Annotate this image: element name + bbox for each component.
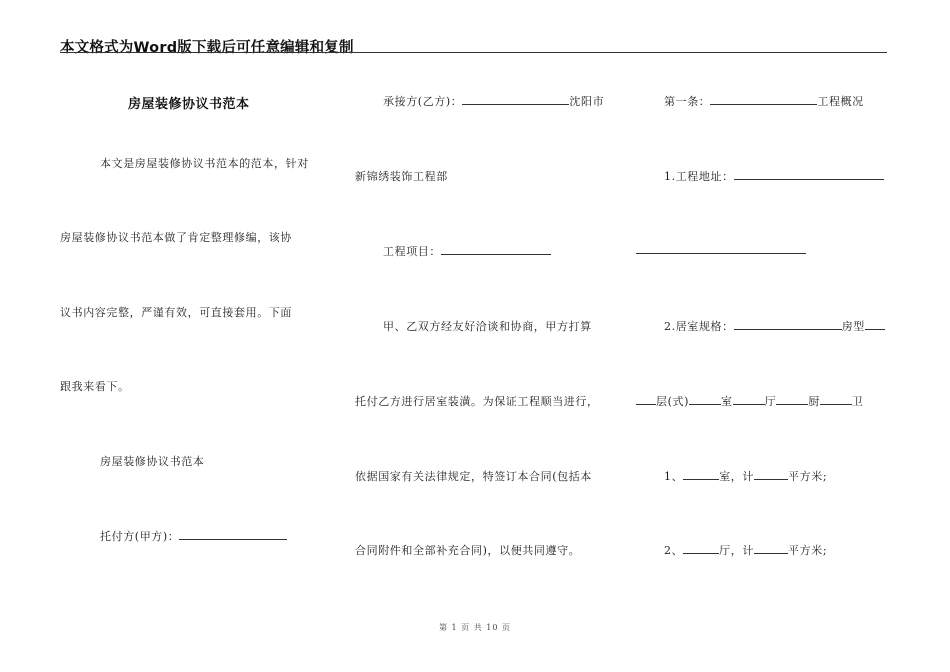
party-b-blank	[462, 94, 569, 105]
section-subtitle: 房屋装修协议书范本	[100, 455, 205, 468]
item1-area-blank	[754, 469, 788, 480]
intro-line-4: 跟我来看下。	[60, 380, 130, 393]
item2-area-blank	[754, 543, 788, 554]
intro-line-3: 议书内容完整，严谨有效，可直接套用。下面	[60, 306, 292, 319]
kitchen-blank	[776, 394, 808, 405]
agreement-line-4: 合同附件和全部补充合同)，以便共同遵守。	[355, 544, 581, 557]
project-label: 工程项目：	[383, 245, 441, 258]
project-blank	[441, 244, 551, 255]
floor-label: 层(式)	[656, 395, 689, 408]
project-line	[383, 243, 551, 259]
article-prefix: 第一条：	[664, 95, 711, 108]
document-title: 房屋装修协议书范本	[128, 97, 250, 112]
party-b-city: 沈阳市	[569, 95, 605, 108]
item1-count-blank	[683, 469, 719, 480]
page-number-footer: 第 1 页 共 10 页	[439, 623, 511, 632]
address-line	[664, 168, 884, 184]
item2-prefix: 2、	[664, 544, 684, 557]
item2-hall: 厅，计	[719, 544, 755, 557]
agreement-line-3: 依据国家有关法律规定，特签订本合同(包括本	[355, 470, 592, 483]
kitchen-label: 厨	[808, 395, 820, 408]
bath-label: 卫	[851, 395, 864, 408]
item1-prefix: 1、	[664, 470, 684, 483]
column-left	[60, 60, 330, 620]
article-one-line	[664, 93, 864, 109]
address-blank	[734, 169, 884, 180]
document-header: 本文格式为Word版下载后可任意编辑和复制	[60, 40, 354, 56]
room-blank	[689, 394, 721, 405]
hall-label: 厅	[764, 395, 777, 408]
floor-blank	[636, 394, 656, 405]
column-right	[636, 60, 891, 620]
party-b-label: 承接方(乙方)：	[383, 95, 463, 108]
intro-line-1: 本文是房屋装修协议书范本的范本，针对	[100, 157, 309, 170]
intro-line-2: 房屋装修协议书范本做了肯定整理修编，该协	[60, 231, 292, 244]
address-label: 1.工程地址：	[664, 170, 734, 183]
party-b-line	[383, 93, 604, 109]
spec-type: 房型	[841, 320, 865, 333]
bath-blank	[820, 394, 852, 405]
party-a-blank	[179, 529, 287, 540]
hall-blank	[733, 394, 765, 405]
column-middle	[355, 60, 620, 620]
layout-line	[636, 393, 863, 409]
room-label: 室	[720, 395, 733, 408]
type-blank	[865, 319, 885, 330]
address-blank-2	[636, 243, 806, 254]
party-a-label: 托付方(甲方)：	[100, 530, 180, 543]
article-suffix: 工程概况	[817, 95, 864, 108]
address-continuation	[636, 243, 806, 257]
spec-label: 2.居室规格：	[664, 320, 734, 333]
header-divider	[60, 52, 887, 53]
item2-unit: 平方米;	[788, 544, 828, 557]
spec-blank	[734, 319, 842, 330]
agreement-line-1: 甲、乙双方经友好洽谈和协商，甲方打算	[383, 320, 592, 333]
article-blank	[710, 94, 817, 105]
party-a-line	[100, 528, 287, 544]
agreement-line-2: 托付乙方进行居室装潢。为保证工程顺当进行，	[355, 395, 599, 408]
item2-count-blank	[683, 543, 719, 554]
spec-line	[664, 318, 885, 334]
item1-room: 室，计	[719, 470, 755, 483]
party-b-name: 新锦绣装饰工程部	[355, 170, 448, 183]
room-item-2	[664, 542, 827, 558]
room-item-1	[664, 468, 827, 484]
item1-unit: 平方米;	[788, 470, 828, 483]
